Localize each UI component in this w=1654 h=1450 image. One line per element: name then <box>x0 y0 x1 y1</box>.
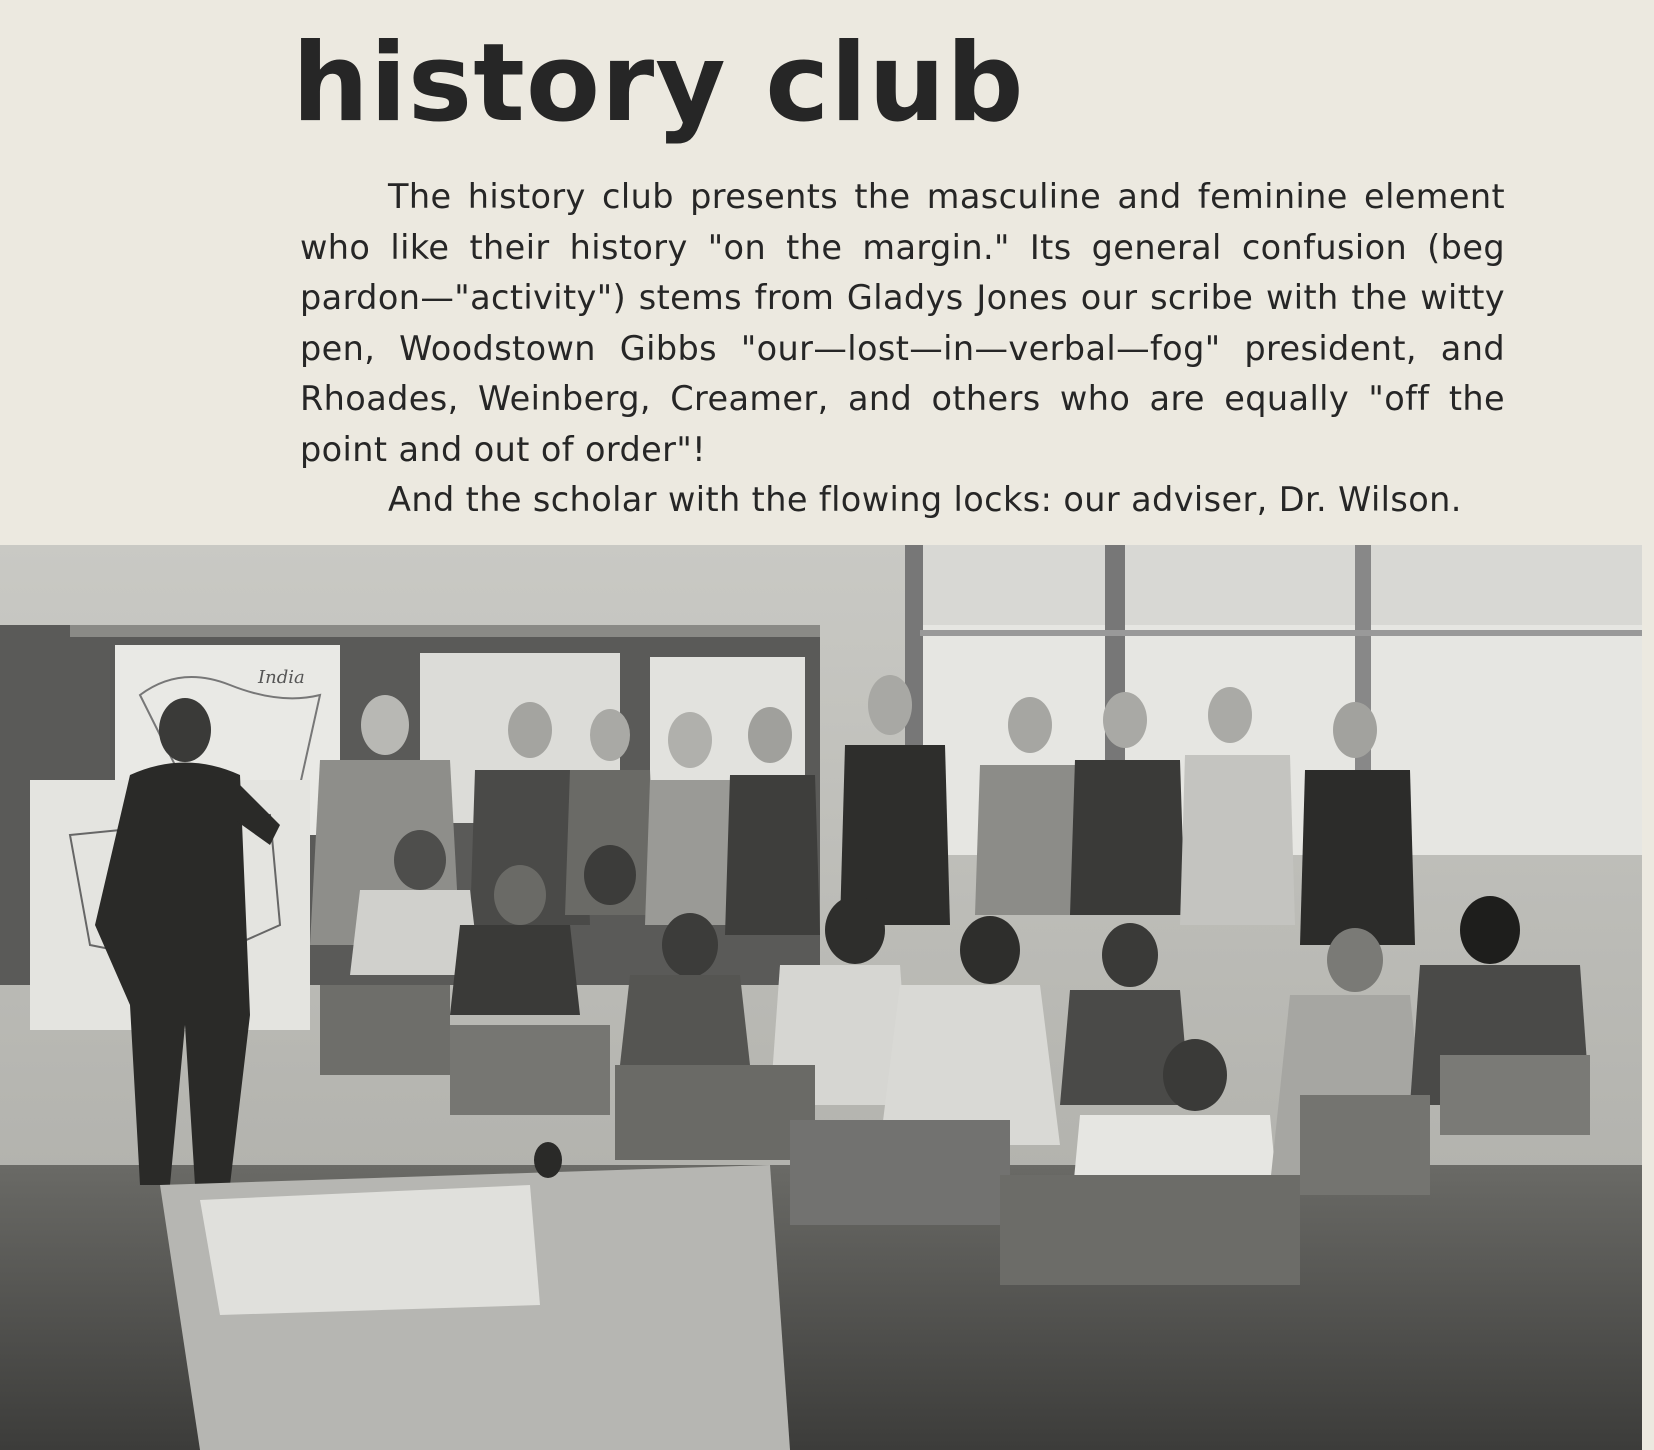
intro-paragraph: The history club presents the masculine and feminine element who like their history "on the margin." Its general confusion (beg pardon—"activity") stems from Gladys Jones our scribe with the witty pen, Woodstown Gibbs "our—lost—in—verbal—fog" president, and Rhoades, Weinberg, Creamer, and others who are equally "off the point and out of order"! <box>300 177 1505 469</box>
article-body <box>300 172 1505 526</box>
ink-bottle <box>534 1142 562 1178</box>
map-label: India <box>258 667 305 688</box>
adviser-paragraph: And the scholar with the flowing locks: our adviser, Dr. Wilson. <box>388 480 1462 519</box>
classroom-photo <box>0 545 1642 1450</box>
page-title: history club <box>292 21 1025 146</box>
